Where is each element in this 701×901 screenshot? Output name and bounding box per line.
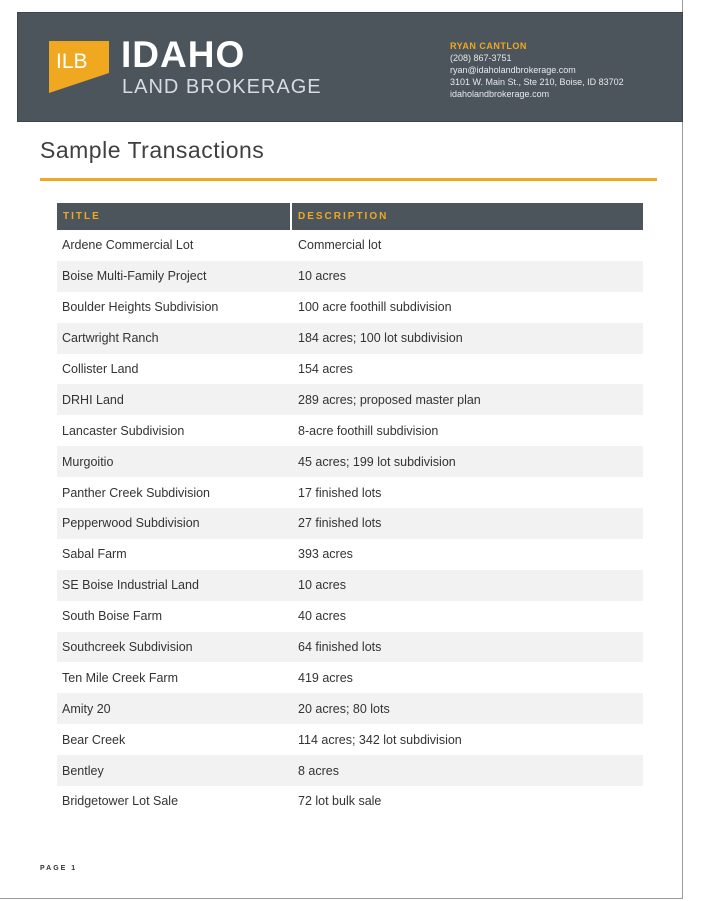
table-row xyxy=(57,354,643,385)
transaction-title-cell: DRHI Land xyxy=(57,384,291,415)
contact-website: idaholandbrokerage.com xyxy=(450,89,550,99)
transaction-description-cell: 289 acres; proposed master plan xyxy=(291,384,643,415)
page-title: Sample Transactions xyxy=(40,137,265,163)
logo-title: IDAHO xyxy=(121,34,246,75)
table-body xyxy=(57,230,643,817)
transaction-title-cell: Amity 20 xyxy=(57,693,291,724)
table-row xyxy=(57,230,643,261)
contact-name: RYAN CANTLON xyxy=(450,41,527,51)
ilb-logo-badge xyxy=(49,41,109,93)
table-row xyxy=(57,261,643,292)
transaction-description-cell: 184 acres; 100 lot subdivision xyxy=(291,323,643,354)
transaction-title-cell: Ten Mile Creek Farm xyxy=(62,670,178,685)
transactions-table xyxy=(57,203,643,817)
transaction-title-cell: Panther Creek Subdivision xyxy=(62,485,210,500)
table-row xyxy=(57,446,643,477)
transaction-title-cell: Boise Multi-Family Project xyxy=(57,261,291,292)
transaction-title-cell: Murgoitio xyxy=(57,446,291,477)
transaction-description-cell: 393 acres xyxy=(298,547,353,562)
page-number: PAGE 1 xyxy=(40,865,78,872)
contact-block xyxy=(450,40,624,100)
table-row xyxy=(57,693,643,724)
transaction-description-cell: 8-acre foothill subdivision xyxy=(298,423,439,438)
table-row xyxy=(57,632,643,663)
column-header-title: TITLE xyxy=(57,203,291,230)
table-row xyxy=(57,724,643,755)
transaction-description-cell: 20 acres; 80 lots xyxy=(291,693,643,724)
transaction-title-cell: South Boise Farm xyxy=(62,609,163,624)
transaction-title-cell: SE Boise Industrial Land xyxy=(57,570,291,601)
table-row xyxy=(57,292,643,323)
logo-subtitle: LAND BROKERAGE xyxy=(122,76,322,98)
contact-phone: (208) 867-3751 xyxy=(450,53,512,63)
table-row xyxy=(57,539,643,570)
transaction-title-cell: Boulder Heights Subdivision xyxy=(62,300,219,315)
contact-email: ryan@idaholandbrokerage.com xyxy=(450,65,576,75)
column-header-description: DESCRIPTION xyxy=(291,203,643,230)
table-row xyxy=(57,323,643,354)
transaction-title-cell: Cartwright Ranch xyxy=(57,323,291,354)
transaction-description-cell: 45 acres; 199 lot subdivision xyxy=(291,446,643,477)
table-row xyxy=(57,786,643,817)
table-row xyxy=(57,755,643,786)
transaction-description-cell: 419 acres xyxy=(298,670,353,685)
transaction-description-cell: 40 acres xyxy=(298,609,346,624)
transaction-title-cell: Collister Land xyxy=(62,362,139,376)
transaction-title-cell: Bear Creek xyxy=(62,732,126,747)
table-row xyxy=(57,477,643,508)
transaction-title-cell: Pepperwood Subdivision xyxy=(57,508,291,539)
letterhead-banner xyxy=(17,12,683,122)
transaction-title-cell: Lancaster Subdivision xyxy=(62,423,185,438)
transaction-description-cell: 10 acres xyxy=(291,261,643,292)
transaction-description-cell: 8 acres xyxy=(291,755,643,786)
contact-address: 3101 W. Main St., Ste 210, Boise, ID 83702 xyxy=(450,77,624,87)
transaction-title-cell: Southcreek Subdivision xyxy=(57,632,291,663)
transaction-title-cell: Sabal Farm xyxy=(62,547,127,562)
table-row xyxy=(57,508,643,539)
table-header-row xyxy=(57,203,643,230)
transaction-description-cell: 72 lot bulk sale xyxy=(298,794,382,809)
title-divider xyxy=(40,178,657,181)
transaction-description-cell: 154 acres xyxy=(298,362,353,376)
transaction-title-cell: Bridgetower Lot Sale xyxy=(62,794,179,809)
transaction-description-cell: 114 acres; 342 lot subdivision xyxy=(298,732,462,747)
transaction-title-cell: Bentley xyxy=(57,755,291,786)
transaction-description-cell: 17 finished lots xyxy=(298,485,382,500)
table-row xyxy=(57,415,643,446)
transaction-description-cell: Commercial lot xyxy=(298,238,382,253)
table-row xyxy=(57,662,643,693)
transaction-title-cell: Ardene Commercial Lot xyxy=(62,238,194,253)
table-row xyxy=(57,570,643,601)
table-row xyxy=(57,601,643,632)
table-row xyxy=(57,384,643,415)
transaction-description-cell: 27 finished lots xyxy=(291,508,643,539)
transaction-description-cell: 10 acres xyxy=(291,570,643,601)
logo-badge-text: ILB xyxy=(56,50,88,73)
transaction-description-cell: 100 acre foothill subdivision xyxy=(298,300,452,315)
transaction-description-cell: 64 finished lots xyxy=(291,632,643,663)
